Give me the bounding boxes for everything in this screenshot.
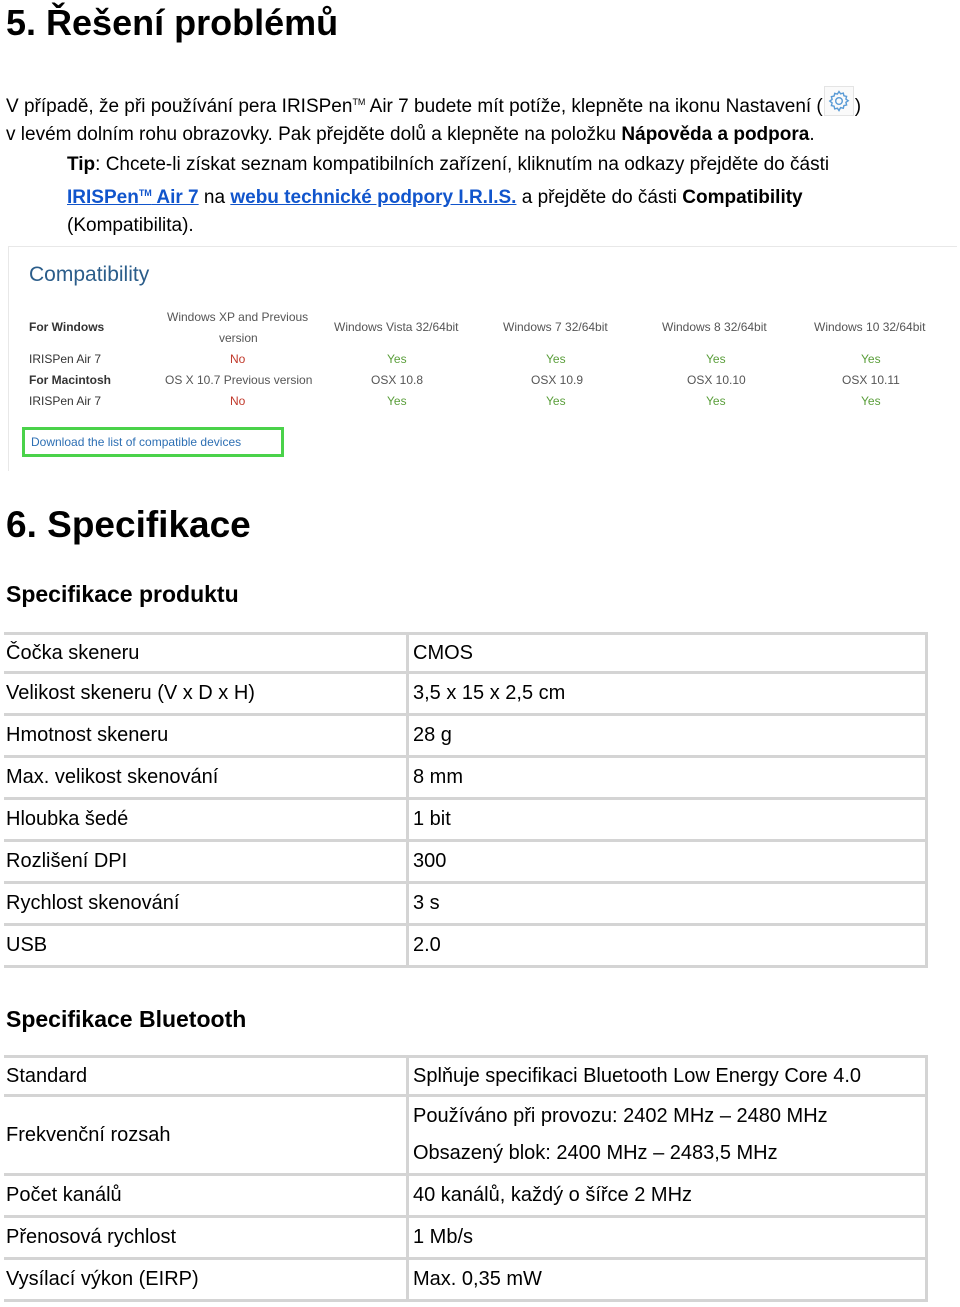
spec-value: CMOS <box>409 632 928 674</box>
win-header-vista: Windows Vista 32/64bit <box>334 320 459 334</box>
table-row <box>4 1176 928 1218</box>
table-row <box>4 758 928 800</box>
mac-header-108: OSX 10.8 <box>371 373 424 387</box>
spec-value: 1 bit <box>409 800 928 842</box>
iris-support-link[interactable]: webu technické podpory I.R.I.S. <box>230 187 517 208</box>
win-header-xp: Windows XP and Previous <box>167 310 309 324</box>
for-windows-label: For Windows <box>29 320 105 334</box>
spec-key: Vysílací výkon (EIRP) <box>4 1260 409 1302</box>
product-spec-heading: Specifikace produktu <box>6 581 239 607</box>
spec-key: Standard <box>4 1055 409 1097</box>
mac-value-108: Yes <box>387 394 407 408</box>
spec-value: 300 <box>409 842 928 884</box>
win-value-10: Yes <box>861 352 881 366</box>
spec-key: Rozlišení DPI <box>4 842 409 884</box>
mac-value-109: Yes <box>546 394 566 408</box>
mac-header-1010: OSX 10.10 <box>687 373 746 387</box>
mac-header-109: OSX 10.9 <box>531 373 584 387</box>
spec-value: 2.0 <box>409 926 928 968</box>
section-5-title: 5. Řešení problémů <box>6 2 339 43</box>
spec-key: USB <box>4 926 409 968</box>
spec-key: Velikost skeneru (V x D x H) <box>4 674 409 716</box>
compatibility-title: Compatibility <box>29 263 150 286</box>
gear-icon <box>824 86 854 116</box>
table-row <box>4 926 928 968</box>
table-row <box>4 674 928 716</box>
product-spec-table <box>4 632 928 968</box>
spec-value: 3,5 x 15 x 2,5 cm <box>409 674 928 716</box>
troubleshooting-paragraph: V případě, že při používání pera IRISPen™ Air 7 budete mít potíže, klepněte na ikonu Nastavení ( ) v levém dolním rohu obrazovky. Pak přejděte dolů a klepněte na položku Nápověda a podpora. <box>6 86 956 149</box>
table-row <box>4 1055 928 1097</box>
table-row <box>4 716 928 758</box>
table-row <box>4 1218 928 1260</box>
spec-key: Rychlost skenování <box>4 884 409 926</box>
win-header-xp-2: version <box>219 331 258 345</box>
table-row <box>4 1260 928 1302</box>
spec-value: 3 s <box>409 884 928 926</box>
win-header-8: Windows 8 32/64bit <box>662 320 767 334</box>
spec-key: Počet kanálů <box>4 1176 409 1218</box>
spec-value: 1 Mb/s <box>409 1218 928 1260</box>
win-value-vista: Yes <box>387 352 407 366</box>
bluetooth-spec-table <box>4 1055 928 1302</box>
spec-value: 8 mm <box>409 758 928 800</box>
spec-key: Hmotnost skeneru <box>4 716 409 758</box>
spec-key: Čočka skeneru <box>4 632 409 674</box>
win-value-8: Yes <box>706 352 726 366</box>
spec-value: 40 kanálů, každý o šířce 2 MHz <box>409 1176 928 1218</box>
win-value-xp: No <box>230 352 246 366</box>
win-header-10: Windows 10 32/64bit <box>814 320 926 334</box>
mac-header-1011: OSX 10.11 <box>842 373 900 387</box>
table-row <box>4 1097 928 1176</box>
win-header-7: Windows 7 32/64bit <box>503 320 608 334</box>
mac-header-107: OS X 10.7 Previous version <box>165 373 313 387</box>
spec-key: Hloubka šedé <box>4 800 409 842</box>
table-row <box>4 842 928 884</box>
spec-key: Přenosová rychlost <box>4 1218 409 1260</box>
mac-value-1010: Yes <box>706 394 726 408</box>
spec-value <box>409 1097 928 1176</box>
spec-value: Max. 0,35 mW <box>409 1260 928 1302</box>
section-6-title: 6. Specifikace <box>6 504 251 545</box>
tip-label: Tip <box>67 154 96 175</box>
spec-value: Splňuje specifikaci Bluetooth Low Energy Core 4.0 <box>409 1055 928 1097</box>
tip-paragraph: Tip: Chcete-li získat seznam kompatibilních zařízení, kliknutím na odkazy přejděte do části IRISPen™ Air 7 na webu technické podpory I.R.I.S. a přejděte do části Compatibility (Kompatibilita). <box>67 154 830 236</box>
irispen-air7-link[interactable]: IRISPen™ Air 7 <box>67 187 199 208</box>
spec-value-line: Používáno při provozu: 2402 MHz – 2480 MHz <box>413 1105 828 1127</box>
spec-key: Frekvenční rozsah <box>4 1097 409 1176</box>
table-row <box>4 632 928 674</box>
table-row <box>4 884 928 926</box>
product-windows: IRISPen Air 7 <box>29 352 102 366</box>
compatibility-panel <box>8 246 957 471</box>
bluetooth-spec-heading: Specifikace Bluetooth <box>6 1006 247 1032</box>
mac-value-107: No <box>230 394 246 408</box>
mac-value-1011: Yes <box>861 394 881 408</box>
for-mac-label: For Macintosh <box>29 373 112 387</box>
product-mac: IRISPen Air 7 <box>29 394 102 408</box>
spec-value-line: Obsazený blok: 2400 MHz – 2483,5 MHz <box>413 1142 778 1164</box>
table-row <box>4 800 928 842</box>
win-value-7: Yes <box>546 352 566 366</box>
spec-value: 28 g <box>409 716 928 758</box>
download-compatible-devices-link[interactable]: Download the list of compatible devices <box>22 427 284 457</box>
spec-key: Max. velikost skenování <box>4 758 409 800</box>
